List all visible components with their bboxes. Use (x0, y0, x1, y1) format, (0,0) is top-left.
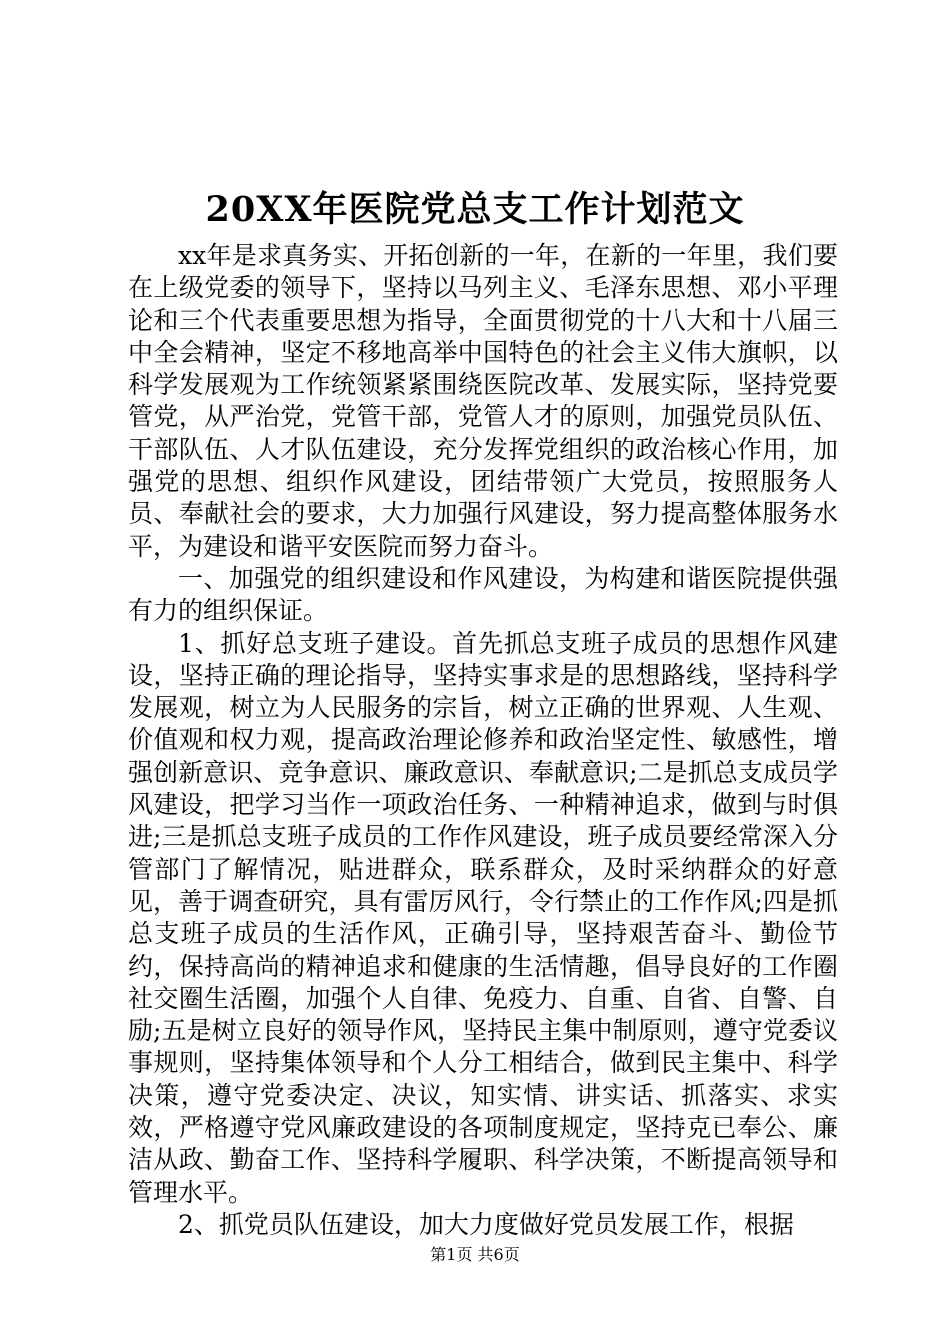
paragraph: xx年是求真务实、开拓创新的一年，在新的一年里，我们要在上级党委的领导下，坚持以马列主义、毛泽东思想、邓小平理论和三个代表重要思想为指导，全面贯彻党的十八大和十八届三中全会精神，坚定不移地高举中国特色的社会主义伟大旗帜，以科学发展观为工作统领紧紧围绕医院改革、发展实际，坚持党要管党，从严治党，党管干部，党管人才的原则，加强党员队伍、干部队伍、人才队伍建设，充分发挥党组织的政治核心作用，加强党的思想、组织作风建设，团结带领广大党员，按照服务人员、奉献社会的要求，大力加强行风建设，努力提高整体服务水平，为建设和谐平安医院而努力奋斗。 (128, 241, 838, 561)
paragraph: 1、抓好总支班子建设。首先抓总支班子成员的思想作风建设，坚持正确的理论指导，坚持实事求是的思想路线，坚持科学发展观，树立为人民服务的宗旨，树立正确的世界观、人生观、价值观和权力观，提高政治理论修养和政治坚定性、敏感性，增强创新意识、竞争意识、廉政意识、奉献意识;二是抓总支成员学风建设，把学习当作一项政治任务、一种精神追求，做到与时俱进;三是抓总支班子成员的工作作风建设，班子成员要经常深入分管部门了解情况，贴进群众，联系群众，及时采纳群众的好意见，善于调查研究，具有雷厉风行，令行禁止的工作作风;四是抓总支班子成员的生活作风，正确引导，坚持艰苦奋斗、勤俭节约，保持高尚的精神追求和健康的生活情趣，倡导良好的工作圈社交圈生活圈，加强个人自律、免疫力、自重、自省、自警、自励;五是树立良好的领导作风，坚持民主集中制原则，遵守党委议事规则，坚持集体领导和个人分工相结合，做到民主集中、科学决策，遵守党委决定、决议，知实情、讲实话、抓落实、求实效，严格遵守党风廉政建设的各项制度规定，坚持克已奉公、廉洁从政、勤奋工作、坚持科学履职、科学决策，不断提高领导和管理水平。 (128, 628, 838, 1207)
page-footer: 第1页 共6页 (430, 1245, 520, 1264)
document-body (128, 240, 838, 1241)
section-heading: 一、加强党的组织建设和作风建设，为构建和谐医院提供强有力的组织保证。 (128, 563, 838, 626)
paragraph: 2、抓党员队伍建设，加大力度做好党员发展工作，根据 (178, 1209, 794, 1239)
page-title: 20XX年医院党总支工作计划范文 (205, 189, 745, 230)
